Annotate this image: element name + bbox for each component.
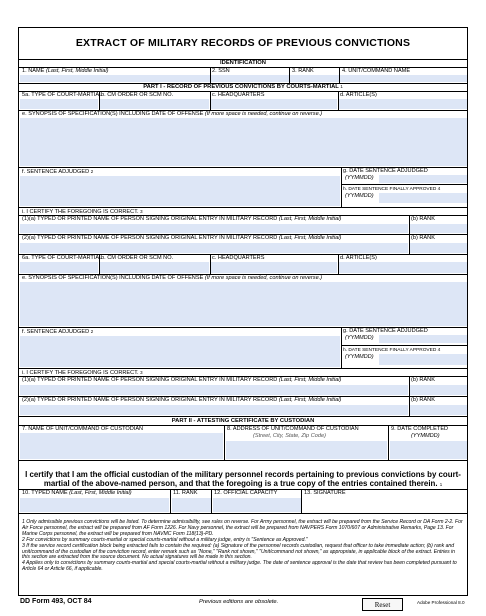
b1-type-input[interactable] <box>20 99 98 109</box>
custodian-name-input[interactable] <box>20 498 169 512</box>
b1-certify-label: i. I CERTIFY THE FOREGOING IS CORRECT. 3 <box>22 209 143 215</box>
b2-cm-input[interactable] <box>100 262 209 273</box>
date-completed-input[interactable] <box>390 441 467 459</box>
b1-rank2-label: (b) RANK <box>411 235 435 241</box>
custodian-address-hint: (Street, City, State, Zip Code) <box>253 433 326 439</box>
custodian-address-input[interactable] <box>226 441 387 459</box>
reset-button[interactable]: Reset <box>362 598 403 611</box>
footnote: 2 For convictions by summary courts-martial or special courts-martial without a military judge, entry is "Sentence as Approved." <box>22 536 308 543</box>
b2-sentence-input[interactable] <box>20 336 340 367</box>
b2-date-adj-label: g. DATE SENTENCE ADJUDGED <box>343 328 428 334</box>
b2-date-adj-input[interactable] <box>379 335 467 343</box>
date-completed-hint: (YYMMDD) <box>411 433 440 439</box>
b1-rank1-label: (b) RANK <box>411 216 435 222</box>
b2-date-final-input[interactable] <box>379 354 467 365</box>
ssn-label: 2. SSN <box>212 68 230 74</box>
b2-hq-input[interactable] <box>211 262 337 273</box>
b1-typed1-input[interactable] <box>20 224 408 233</box>
b2-typed2-label: (2)(a) TYPED OR PRINTED NAME OF PERSON SIGNING ORIGINAL ENTRY IN MILITARY RECORD (Last, First, Middle Initial) <box>22 397 342 403</box>
b2-cm-label: b. CM ORDER OR SCM NO. <box>101 255 174 261</box>
name-input[interactable] <box>20 75 210 82</box>
b1-sentence-label: f. SENTENCE ADJUDGED 2 <box>22 169 94 175</box>
b2-date-adj-hint: (YYMMDD) <box>345 335 374 341</box>
b1-date-final-input[interactable] <box>379 193 467 203</box>
b2-rank1-input[interactable] <box>410 385 467 395</box>
b2-synopsis-input[interactable] <box>20 282 467 326</box>
b2-type-label: 6a. TYPE OF COURT-MARTIAL <box>22 255 103 261</box>
date-completed-label: 9. DATE COMPLETED <box>391 426 449 432</box>
b2-type-input[interactable] <box>20 262 98 273</box>
b2-rank2-input[interactable] <box>410 405 467 415</box>
form-title: EXTRACT OF MILITARY RECORDS OF PREVIOUS CONVICTIONS <box>75 37 411 49</box>
b1-date-final-label: h. DATE SENTENCE FINALLY APPROVED 4 <box>343 187 441 192</box>
custodian-rank-input[interactable] <box>172 498 211 512</box>
b2-certify-label: i. I CERTIFY THE FOREGOING IS CORRECT. 3 <box>22 370 143 376</box>
custodian-address-label: 8. ADDRESS OF UNIT/COMMAND OF CUSTODIAN <box>227 426 359 432</box>
previous-editions-note: Previous editions are obsolete. <box>199 599 279 605</box>
b1-cm-input[interactable] <box>100 99 209 109</box>
custodian-rank-label: 11. RANK <box>173 490 198 496</box>
b1-hq-input[interactable] <box>211 99 337 109</box>
b2-articles-input[interactable] <box>339 262 467 273</box>
b1-type-label: 5a. TYPE OF COURT-MARTIAL <box>22 92 103 98</box>
unit-input[interactable] <box>340 75 467 82</box>
b2-synopsis-label: e. SYNOPSIS OF SPECIFICATION(S) INCLUDING DATE OF OFFENSE (If more space is needed, continue on reverse.) <box>22 275 323 281</box>
b1-date-adj-hint: (YYMMDD) <box>345 175 374 181</box>
b1-hq-label: c. HEADQUARTERS <box>212 92 265 98</box>
b2-date-final-hint: (YYMMDD) <box>345 354 374 360</box>
b2-rank1-label: (b) RANK <box>411 377 435 383</box>
footnotes <box>22 520 464 573</box>
b2-hq-label: c. HEADQUARTERS <box>212 255 265 261</box>
custodian-unit-input[interactable] <box>20 433 223 459</box>
b1-date-final-hint: (YYMMDD) <box>345 193 374 199</box>
b1-typed2-label: (2)(a) TYPED OR PRINTED NAME OF PERSON SIGNING ORIGINAL ENTRY IN MILITARY RECORD (Last, First, Middle Initial) <box>22 235 342 241</box>
unit-label: 4. UNIT/COMMAND NAME <box>342 68 411 74</box>
b1-rank2-input[interactable] <box>410 243 467 253</box>
name-label: 1. NAME (Last, First, Middle Initial) <box>22 68 109 74</box>
b1-articles-input[interactable] <box>339 99 467 109</box>
custodian-capacity-label: 12. OFFICIAL CAPACITY <box>214 490 278 496</box>
custodian-signature-label: 13. SIGNATURE <box>304 490 346 496</box>
form-id: DD Form 493, OCT 84 <box>20 598 92 605</box>
b1-typed2-input[interactable] <box>20 243 408 253</box>
part1-header: PART I - RECORD OF PREVIOUS CONVICTIONS BY COURTS-MARTIAL 1 <box>143 84 343 90</box>
custodian-name-label: 10. TYPED NAME (Last, First, Middle Initial) <box>22 490 132 496</box>
b1-date-adj-input[interactable] <box>379 175 467 183</box>
dd-form-493 <box>18 27 468 596</box>
b2-typed1-input[interactable] <box>20 385 408 395</box>
b2-typed1-label: (1)(a) TYPED OR PRINTED NAME OF PERSON SIGNING ORIGINAL ENTRY IN MILITARY RECORD (Last, First, Middle Initial) <box>22 377 342 383</box>
b1-cm-label: b. CM ORDER OR SCM NO. <box>101 92 174 98</box>
b1-articles-label: d. ARTICLE(S) <box>340 92 377 98</box>
custodian-capacity-input[interactable] <box>213 498 301 512</box>
b2-sentence-label: f. SENTENCE ADJUDGED 2 <box>22 329 94 335</box>
custodian-unit-label: 7. NAME OF UNIT/COMMAND OF CUSTODIAN <box>22 426 144 432</box>
b2-date-final-label: h. DATE SENTENCE FINALLY APPROVED 4 <box>343 348 441 353</box>
footnote: 4 Applies only to convictions by summary courts-martial and special courts-martial without a military judge. The date of sentence approval is the date that review has been completed pursuant to Article 64 or Article 66, if applicable. <box>22 560 457 573</box>
ssn-input[interactable] <box>211 75 289 82</box>
footnote: 3 If the service record certification block being extracted fails to contain the required: (a) Signature of the personnel records custodian, request that officer to take immediate action; (b) rank and unit/command of the custodian of the conviction record, enter remark such as "None," "Rank not shown," "Unit/command not shown," as appropriate, in applicable block of the extract. Entries in this section are extracted from the source document. No actual signatures will be made in this section. <box>22 542 456 561</box>
identification-header: IDENTIFICATION <box>220 60 266 66</box>
b1-sentence-input[interactable] <box>20 176 340 206</box>
b2-articles-label: d. ARTICLE(S) <box>340 255 377 261</box>
b1-typed1-label: (1)(a) TYPED OR PRINTED NAME OF PERSON SIGNING ORIGINAL ENTRY IN MILITARY RECORD (Last, First, Middle Initial) <box>22 216 342 222</box>
footnote: 1 Only admissible previous convictions will be listed. To determine admissibility, see rules on reverse. For Army personnel, the extract will be prepared from the Service Record or DA Form 2-2. For Air Force personnel, the extract will be prepared from AF Form 1226. For Navy personnel, the extract will be prepared from NAVPERS Form 1070/607 or Administrative Remarks, Page 13. For Marine Corps personnel, the extract will be prepared from NAVMC Form 118(13)-PD. <box>22 519 463 537</box>
b1-synopsis-label: e. SYNOPSIS OF SPECIFICATION(S) INCLUDING DATE OF OFFENSE (If more space is needed, continue on reverse.) <box>22 111 323 117</box>
part2-header: PART II - ATTESTING CERTIFICATE BY CUSTODIAN <box>171 418 315 424</box>
b1-date-adj-label: g. DATE SENTENCE ADJUDGED <box>343 168 428 174</box>
software-version: Adobe Professional 8.0 <box>417 600 465 605</box>
rank-label: 3. RANK <box>292 68 314 74</box>
b1-synopsis-input[interactable] <box>20 118 467 166</box>
rank-input[interactable] <box>290 75 339 82</box>
b2-typed2-input[interactable] <box>20 405 408 415</box>
certification-statement: I certify that I am the official custodian of the military personnel records pertaining to previous convictions by court-martial of the above-named person, and that the foregoing is a true copy of the entries contained therein. 1 <box>25 470 461 488</box>
b1-rank1-input[interactable] <box>410 224 467 233</box>
b2-rank2-label: (b) RANK <box>411 397 435 403</box>
